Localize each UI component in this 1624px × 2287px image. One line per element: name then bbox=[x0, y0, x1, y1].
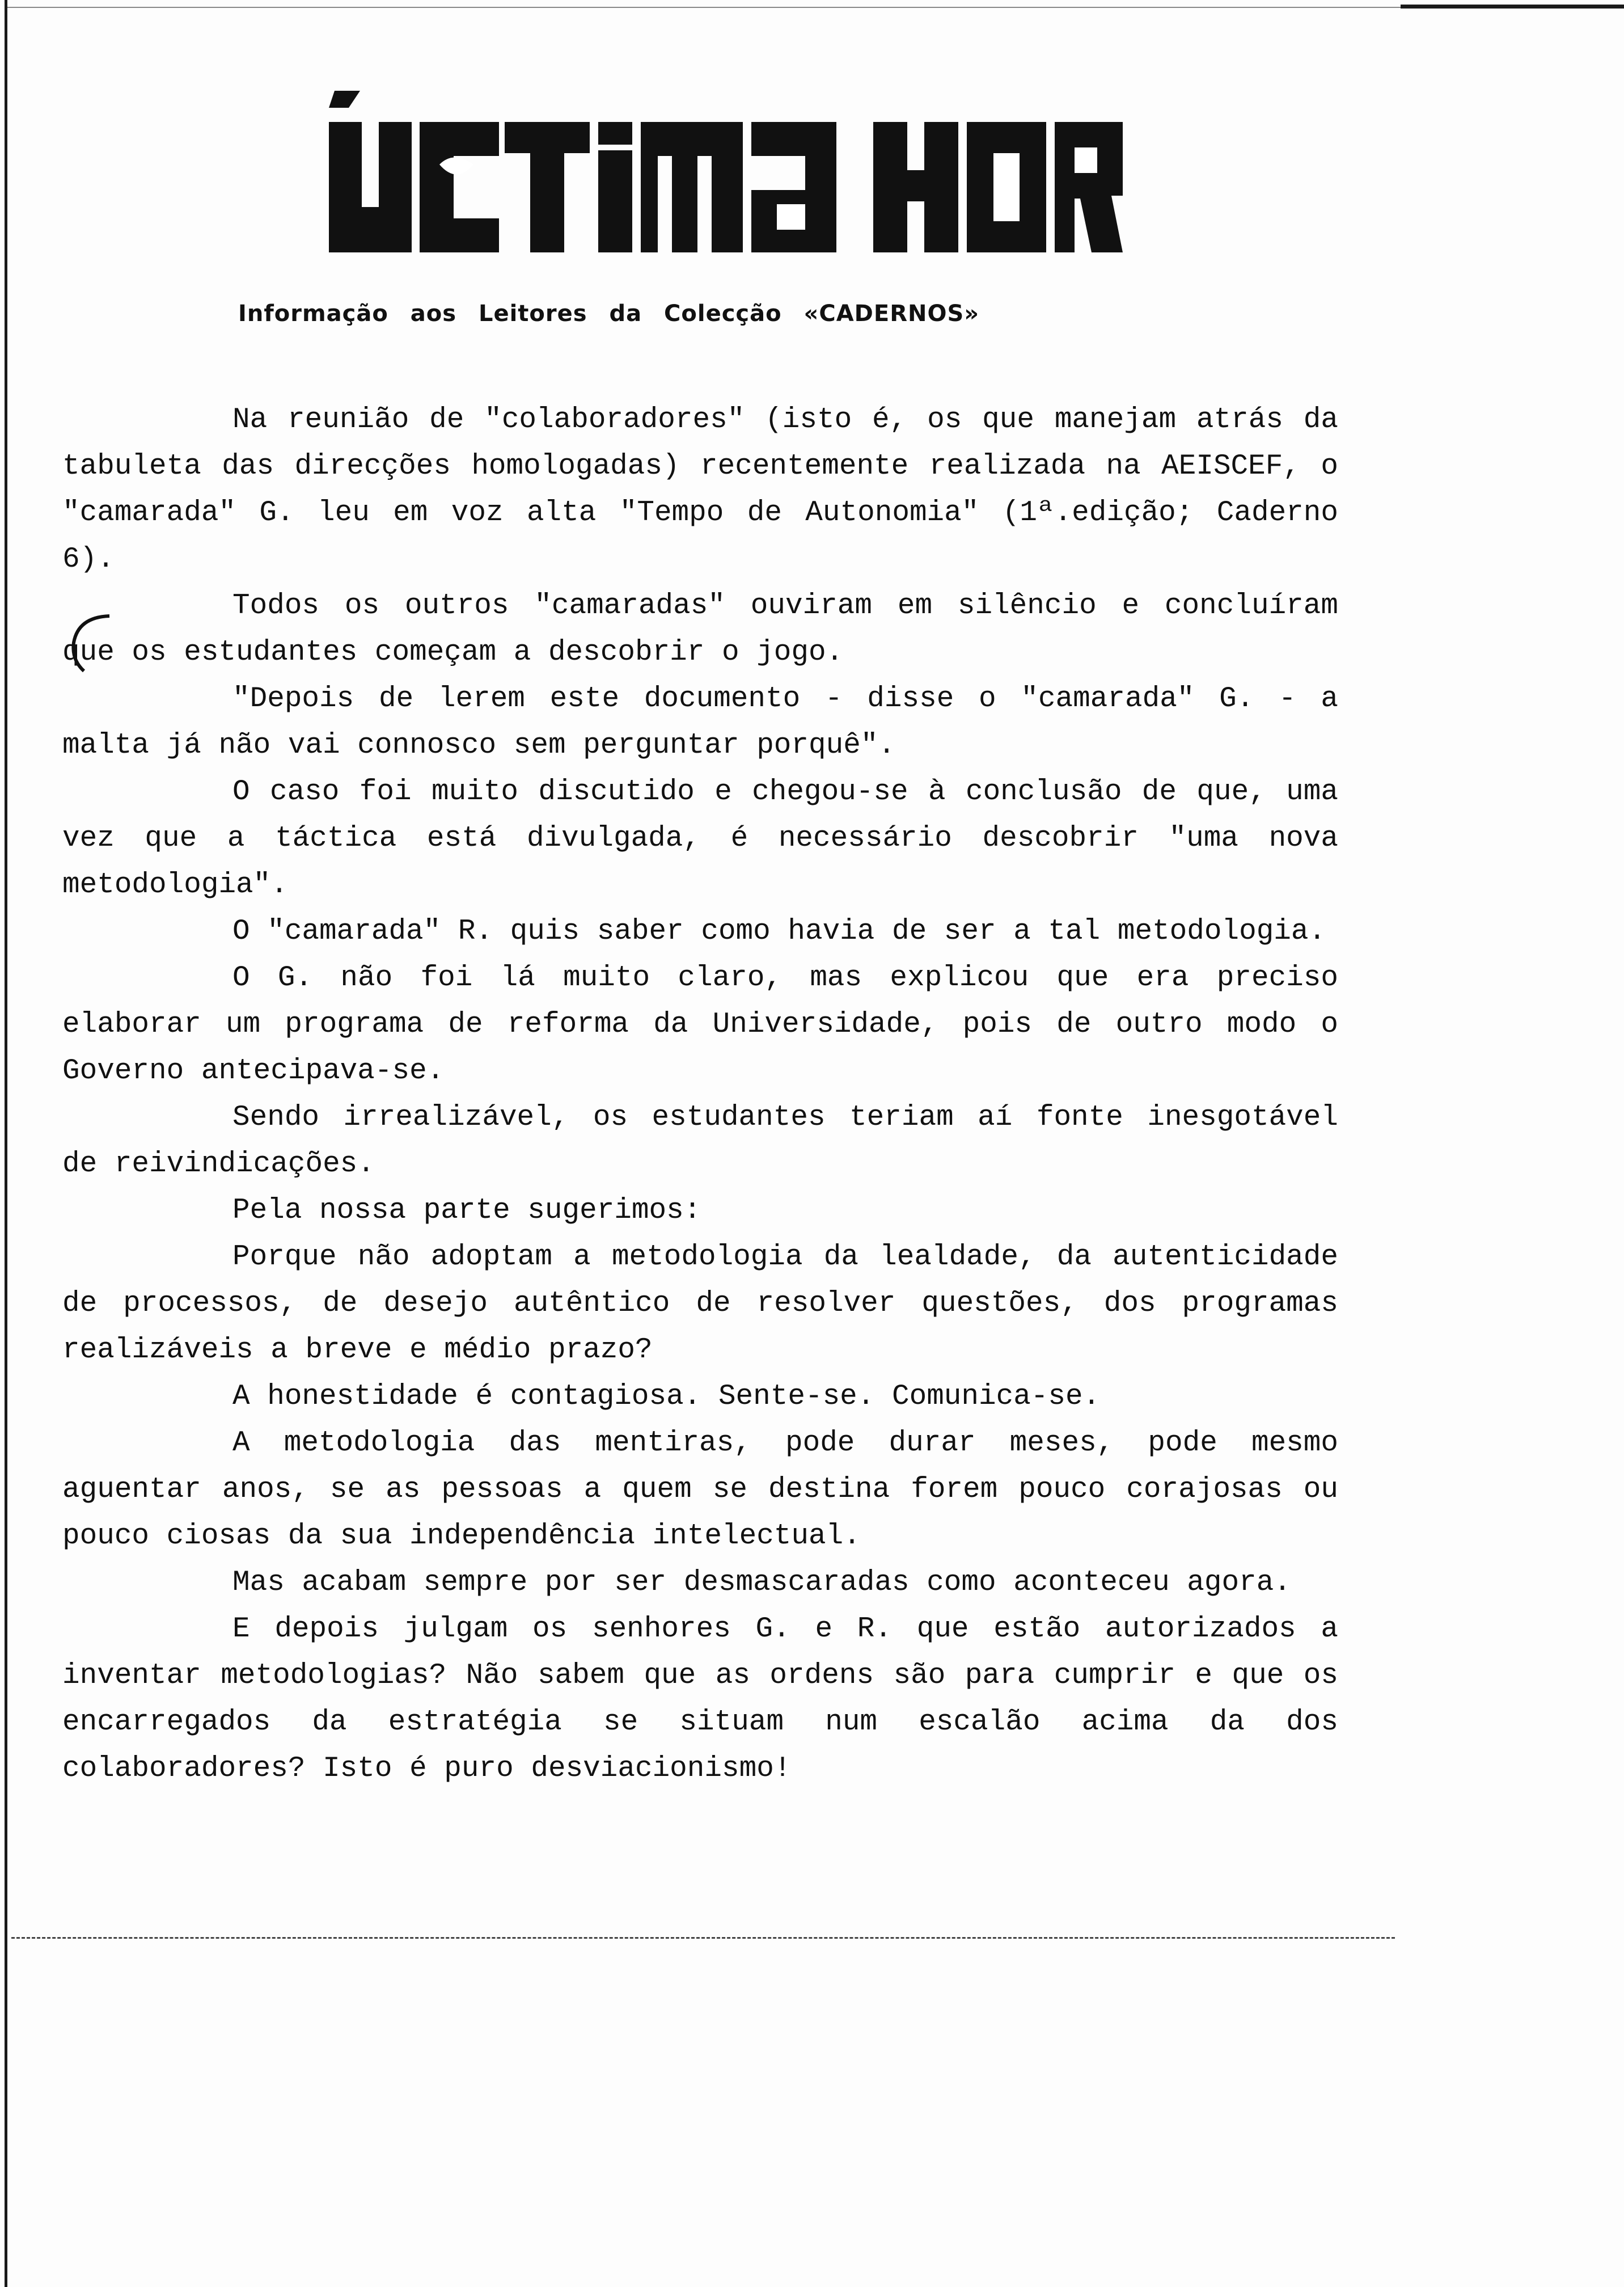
top-border-line bbox=[7, 7, 1401, 8]
masthead-stencil bbox=[329, 91, 1123, 261]
paragraph: "Depois de lerem este documento - disse o "camarada" G. - a malta já não vai connosco sem perguntar porquê". bbox=[62, 683, 1338, 762]
paragraph: Na reunião de "colaboradores" (isto é, os que manejam atrás da tabuleta das direcções homologadas) recentemente realizada na AEISCEF, o "camarada" G. leu em voz alta "Tempo de Autonomia" (1ª.edição; Caderno 6). bbox=[62, 404, 1338, 576]
paragraph: O "camarada" R. quis saber como havia de ser a tal metodologia. bbox=[232, 915, 1326, 948]
paragraph: O G. não foi lá muito claro, mas explicou que era preciso elaborar um programa de reforma da Universidade, pois de outro modo o Governo antecipava-se. bbox=[62, 962, 1338, 1087]
paragraph: Sendo irrealizável, os estudantes teriam aí fonte inesgotável de reivindicações. bbox=[62, 1102, 1338, 1180]
masthead-logo bbox=[329, 91, 1123, 261]
paragraph: Pela nossa parte sugerimos: bbox=[232, 1195, 701, 1227]
paragraph: A honestidade é contagiosa. Sente-se. Comunica-se. bbox=[232, 1381, 1101, 1413]
paragraph: O caso foi muito discutido e chegou-se à conclusão de que, uma vez que a táctica está divulgada, é necessário descobrir "uma nova metodologia". bbox=[62, 776, 1338, 901]
bottom-divider bbox=[11, 1937, 1395, 1939]
paragraph: Porque não adoptam a metodologia da lealdade, da autenticidade de processos, de desejo autêntico de resolver questões, dos programas realizáveis a breve e médio prazo? bbox=[62, 1241, 1338, 1366]
paragraph: Todos os outros "camaradas" ouviram em silêncio e concluíram que os estudantes começam a descobrir o jogo. bbox=[62, 590, 1338, 669]
subtitle-heading: Informação aos Leitores da Colecção «CADERNOS» bbox=[238, 301, 980, 327]
left-border-line bbox=[5, 0, 7, 2287]
article-body bbox=[62, 397, 1338, 1792]
top-border-mark bbox=[1401, 5, 1624, 9]
paragraph: Mas acabam sempre por ser desmascaradas como aconteceu agora. bbox=[232, 1567, 1291, 1599]
paragraph: A metodologia das mentiras, pode durar meses, pode mesmo aguentar anos, se as pessoas a quem se destina forem pouco corajosas ou pouco ciosas da sua independência intelectual. bbox=[62, 1427, 1338, 1552]
paragraph: E depois julgam os senhores G. e R. que estão autorizados a inventar metodologias? Não sabem que as ordens são para cumprir e que os encarregados da estratégia se situam num escalão acima da dos colaboradores? Isto é puro desviacionismo! bbox=[62, 1613, 1338, 1785]
